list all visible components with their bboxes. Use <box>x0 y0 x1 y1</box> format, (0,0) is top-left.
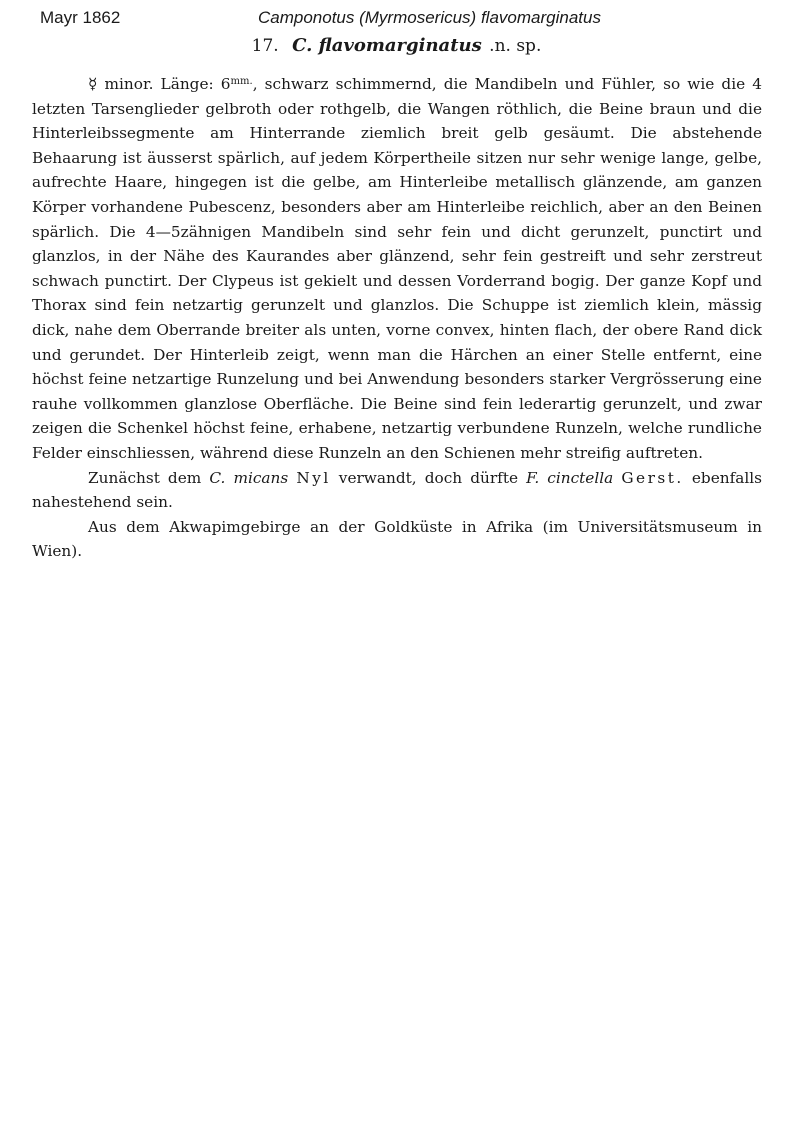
length-unit: mm. <box>230 76 253 87</box>
affinity-paragraph <box>32 466 762 515</box>
running-header <box>0 6 793 30</box>
species-ref-1: C. micans <box>209 468 289 487</box>
species-heading <box>0 33 793 59</box>
description-paragraph <box>32 72 762 466</box>
species-name: C. flavomarginatus <box>292 35 482 56</box>
author-ref-1: Nyl <box>296 468 331 487</box>
affinity-text-2: verwandt, doch dürfte <box>330 468 527 487</box>
description-lead: ☿ minor. Länge: 6 <box>88 75 231 93</box>
species-number: 17. <box>251 36 279 56</box>
description-body: , schwarz schimmernd, die Mandibeln und Fühler, so wie die 4 letzten Tarsenglieder gelbroth oder rothgelb, die Wangen röthlich, die Beine braun und die Hinterleibssegmente am Hinterrande ziemlich breit gelb gesäumt. Die abstehende Behaarung ist äusserst spärlich, auf jedem Körpertheile sitzen nur sehr wenige lange, gelbe, aufrechte Haare, hingegen ist die gelbe, am Hinterleibe metallisch glänzende, am ganzen Körper vorhandene Pubescenz, besonders aber am Hinterleibe reichlich, aber an den Beinen spärlich. Die 4—5zähnigen Mandibeln sind sehr fein und dicht gerunzelt, punctirt und glanzlos, in der Nähe des Kaurandes aber glänzend, sehr fein gestreift und sehr zerstreut schwach punctirt. Der Clypeus ist gekielt und dessen Vorderrand bogig. Der ganze Kopf und Thorax sind fein netzartig gerunzelt und glanzlos. Die Schuppe ist ziemlich klein, mässig dick, nahe dem Oberrande breiter als unten, vorne convex, hinten flach, der obere Rand dick und gerundet. Der Hinterleib zeigt, wenn man die Härchen an einer Stelle entfernt, eine höchst feine netzartige Runzelung und bei Anwendung besonders starker Vergrösserung eine rauhe vollkommen glanzlose Oberfläche. Die Beine sind fein lederartig gerunzelt, und zwar zeigen die Schenkel höchst feine, erhabene, netzartig verbundene Runzeln, welche rundliche Felder einschliessen, während diese Runzeln an den Schienen mehr streifig auftreten. <box>32 75 762 462</box>
affinity-text-1: Zunächst dem <box>88 468 210 487</box>
taxon-title: Camponotus (Myrmosericus) flavomarginatus <box>258 8 601 27</box>
species-status: .n. sp. <box>489 36 542 56</box>
affinity-text-3: ebenfalls nahestehend sein. <box>32 468 763 512</box>
locality-paragraph: Aus dem Akwapimgebirge an der Goldküste in Afrika (im Universitätsmuseum in Wien). <box>32 517 762 561</box>
main-text <box>32 72 762 564</box>
author-ref-2: Gerst. <box>621 468 684 487</box>
author-year: Mayr 1862 <box>40 8 121 27</box>
species-ref-2: F. cinctella <box>526 468 614 487</box>
